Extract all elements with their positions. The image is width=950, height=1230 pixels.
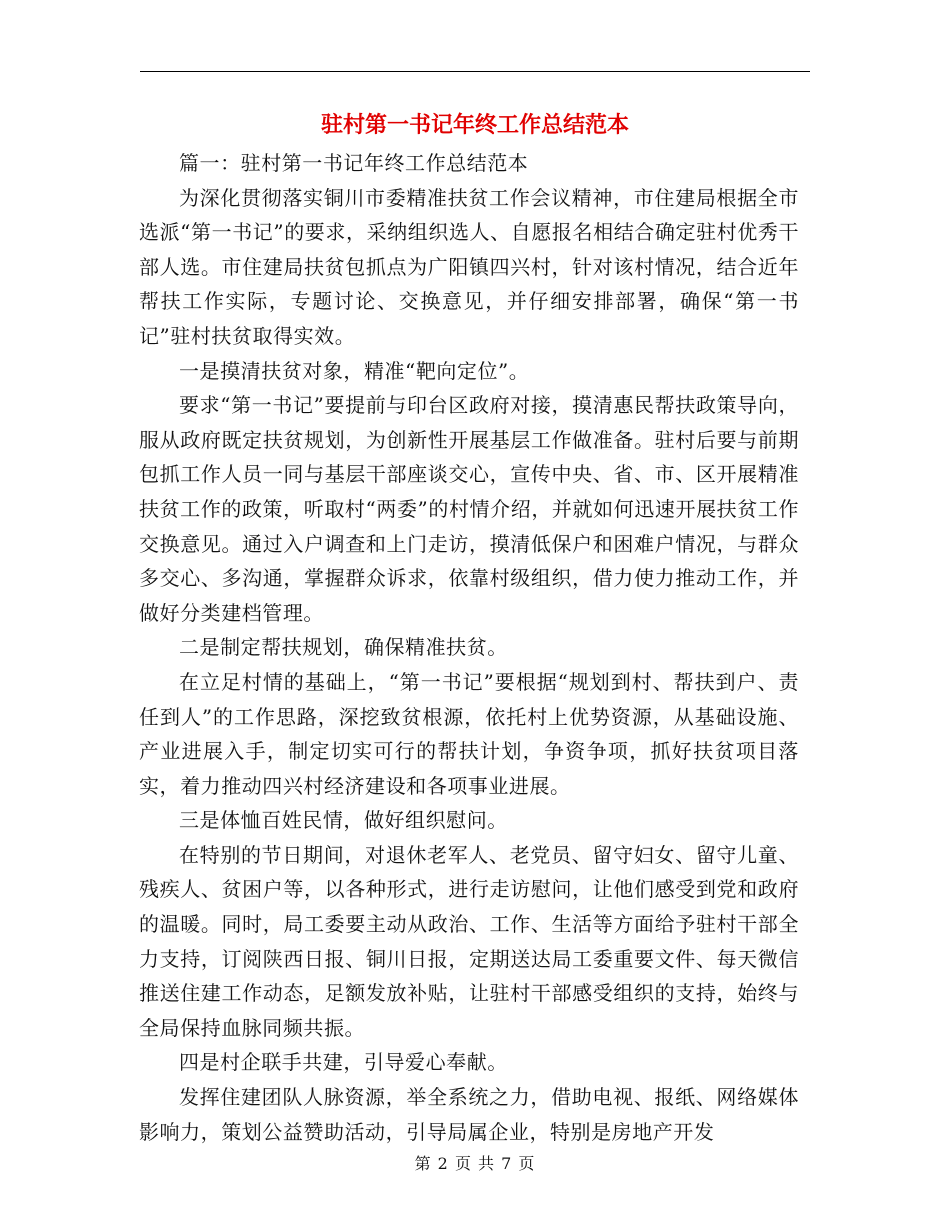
paragraph-section-heading: 篇一：驻村第一书记年终工作总结范本	[179, 151, 529, 175]
paragraph: 要求“第一书记”要提前与印台区政府对接，摸清惠民帮扶政策导向，服从政府既定扶贫规划，为创新性开展基层工作做准备。驻村后要与前期包抓工作人员一同与基层干部座谈交心，宣传中央、省、市、区开展精准扶贫工作的政策，听取村“两委”的村情介绍，并就如何迅速开展扶贫工作交换意见。通过入户调查和上门走访，摸清低保户和困难户情况，与群众多交心、多沟通，掌握群众诉求，依靠村级组织，借力使力推动工作，并做好分类建档管理。	[139, 393, 799, 625]
paragraph: 在特别的节日期间，对退休老军人、老党员、留守妇女、留守儿童、残疾人、贫困户等，以各种形式，进行走访慰问，让他们感受到党和政府的温暖。同时，局工委要主动从政治、工作、生活等方面给予驻村干部全力支持，订阅陕西日报、铜川日报，定期送达局工委重要文件、每天微信推送住建工作动态，足额发放补贴，让驻村干部感受组织的支持，始终与全局保持血脉同频共振。	[139, 842, 799, 1040]
paragraph-point-heading: 三是体恤百姓民情，做好组织慰问。	[179, 808, 508, 833]
paragraph: 为深化贯彻落实铜川市委精准扶贫工作会议精神，市住建局根据全市选派“第一书记”的要求，采纳组织选人、自愿报名相结合确定驻村优秀干部人选。市住建局扶贫包抓点为广阳镇四兴村，针对该村情况，结合近年帮扶工作实际，专题讨论、交换意见，并仔细安排部署，确保“第一书记”驻村扶贫取得实效。	[139, 185, 799, 348]
paragraph-point-heading: 一是摸清扶贫对象，精准“靶向定位”。	[179, 358, 530, 383]
page-number: 第 2 页 共 7 页	[414, 1154, 536, 1173]
paragraph: 在立足村情的基础上，“第一书记”要根据“规划到村、帮扶到户、责任到人”的工作思路，深挖致贫根源，依托村上优势资源，从基础设施、产业进展入手，制定切实可行的帮扶计划，争资争项，抓好扶贫项目落实，着力推动四兴村经济建设和各项事业进展。	[139, 669, 799, 798]
paragraph: 发挥住建团队人脉资源，举全系统之力，借助电视、报纸、网络媒体影响力，策划公益赞助活动，引导局属企业，特别是房地产开发	[139, 1085, 799, 1144]
paragraph-point-heading: 二是制定帮扶规划，确保精准扶贫。	[179, 635, 508, 660]
document-title: 驻村第一书记年终工作总结范本	[320, 112, 629, 138]
document-body	[139, 146, 799, 1149]
header-rule	[140, 71, 810, 72]
paragraph-point-heading: 四是村企联手共建，引导爱心奉献。	[179, 1050, 508, 1075]
